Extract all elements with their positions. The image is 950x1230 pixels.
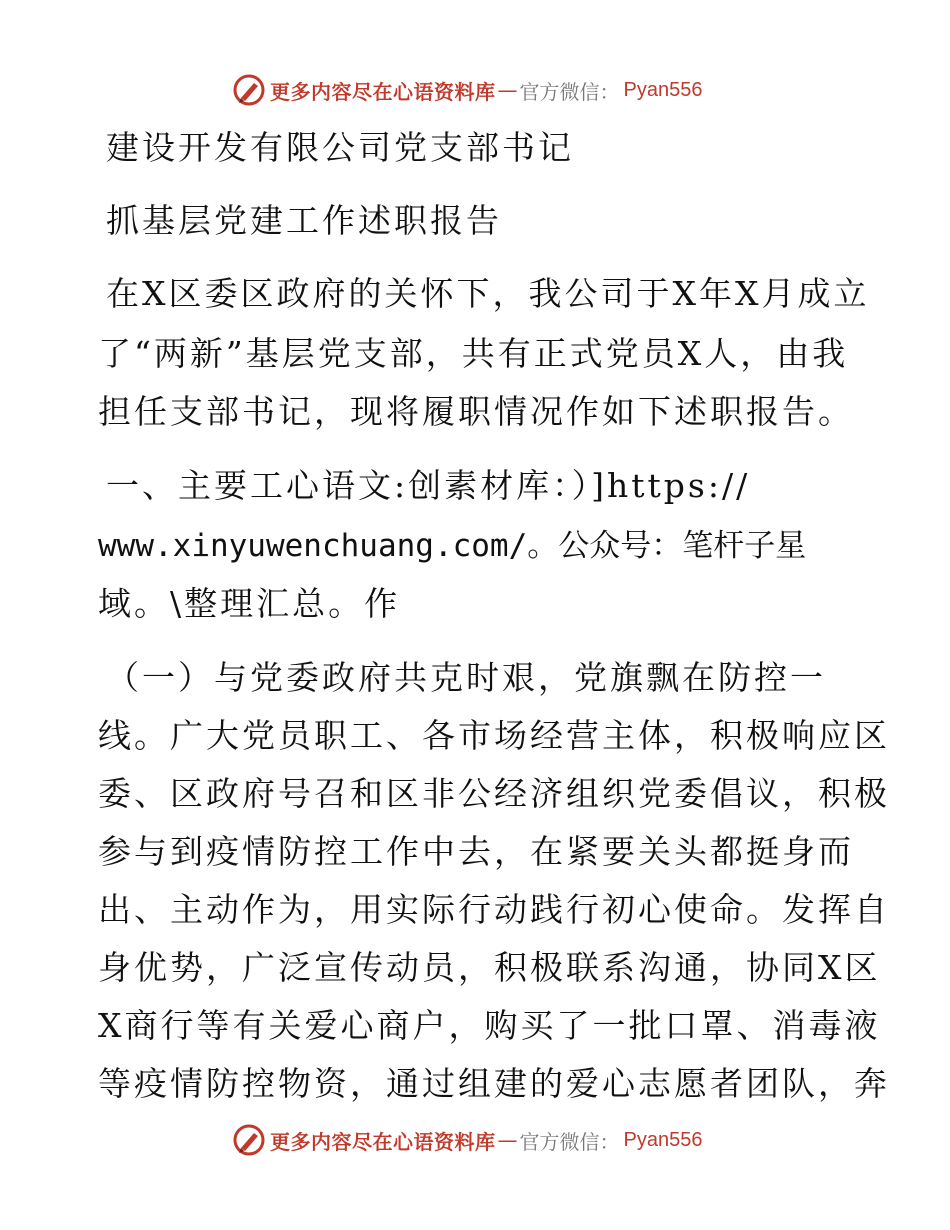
paragraph-line: 出、主动作为，用实际行动践行初心使命。发挥自 (98, 890, 890, 929)
section-heading-line: 一、主要工心语文:创素材库：）]https:// (106, 466, 751, 505)
watermark-site-text: 更多内容尽在心语资料库 (270, 79, 496, 104)
watermark-separator: — (497, 78, 518, 102)
paragraph-line: 身优势，广泛宣传动员，积极联系沟通，协同X区 (98, 948, 881, 987)
paragraph-line: X商行等有关爱心商户，购买了一批口罩、消毒液 (98, 1006, 881, 1045)
doc-title-line-1: 建设开发有限公司党支部书记 (106, 128, 574, 167)
watermark-official-label: 官方微信： (519, 1129, 620, 1154)
paragraph-line: 等疫情防控物资，通过组建的爱心志愿者团队，奔 (98, 1064, 890, 1103)
paragraph-line: 域。\整理汇总。作 (98, 584, 401, 623)
paragraph-line: 参与到疫情防控工作中去，在紧要关头都挺身而 (98, 832, 854, 871)
paragraph-line: www.xinyuwenchuang.com/。公众号：笔杆子星 (98, 528, 807, 564)
watermark-banner-bottom (232, 1122, 702, 1158)
watermark-separator: — (497, 1128, 518, 1152)
watermark-wechat-id: Pyan556 (623, 1128, 703, 1151)
watermark-official-label: 官方微信： (519, 79, 620, 104)
paragraph-line: 线。广大党员职工、各市场经营主体，积极响应区 (98, 716, 890, 755)
watermark-banner-top (232, 72, 702, 108)
watermark-site-text: 更多内容尽在心语资料库 (270, 1129, 496, 1154)
subsection-heading-line: （一）与党委政府共克时艰，党旗飘在防控一 (106, 658, 826, 697)
paragraph-line: 担任支部书记，现将履职情况作如下述职报告。 (98, 392, 854, 431)
pen-logo-icon (232, 1123, 266, 1157)
watermark-wechat-id: Pyan556 (623, 78, 703, 101)
paragraph-line: 了“两新”基层党支部，共有正式党员X人，由我 (98, 334, 849, 373)
paragraph-line: 委、区政府号召和区非公经济组织党委倡议，积极 (98, 774, 890, 813)
pen-logo-icon (232, 73, 266, 107)
paragraph-line: 在X区委区政府的关怀下，我公司于X年X月成立 (106, 274, 870, 313)
doc-title-line-2: 抓基层党建工作述职报告 (106, 201, 502, 240)
